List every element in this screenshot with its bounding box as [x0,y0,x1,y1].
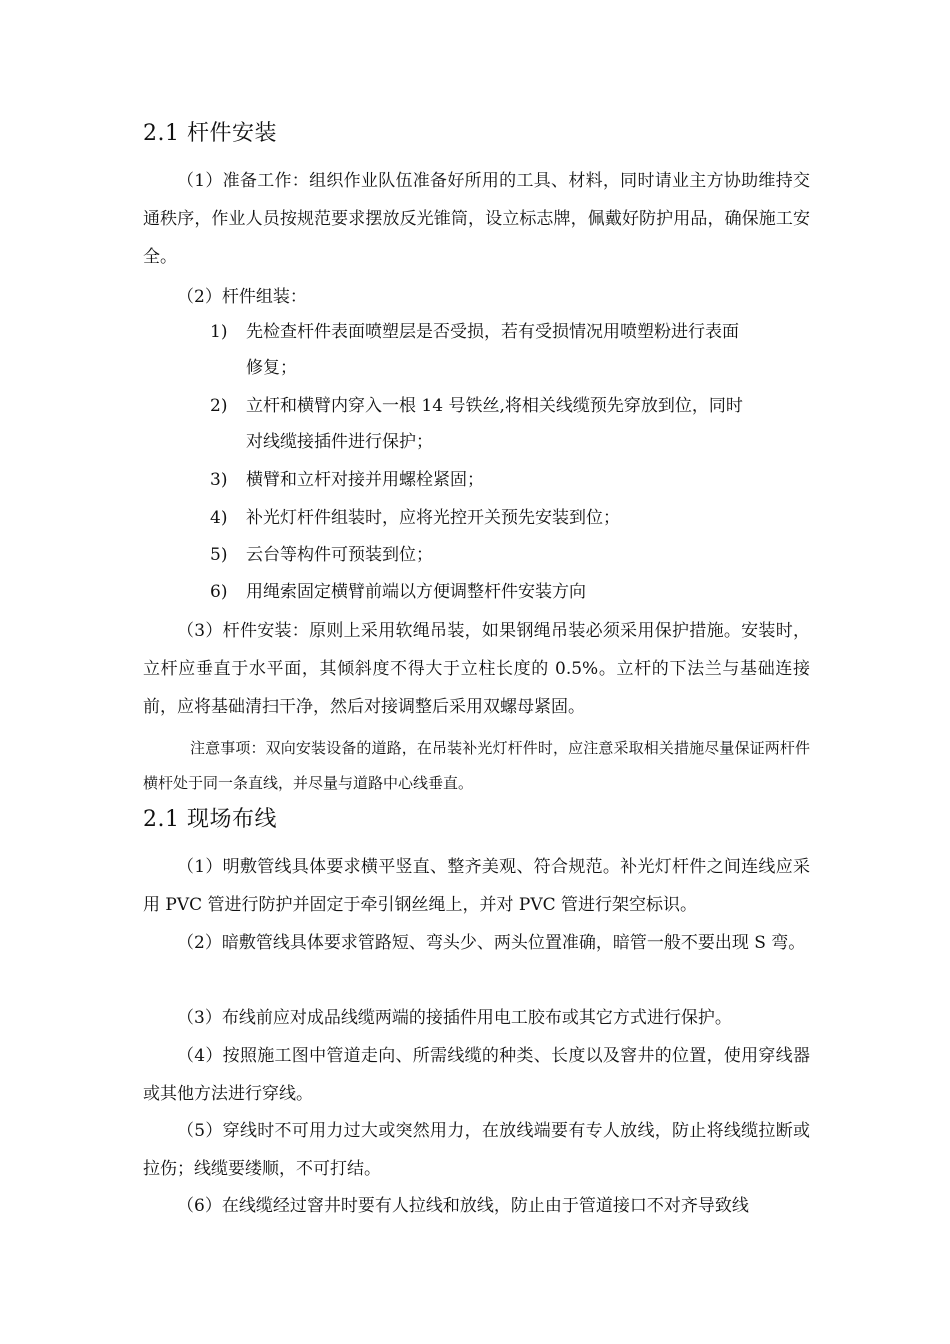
list-item-text: 云台等构件可预装到位； [246,545,433,565]
list-item-text: 立杆和横臂内穿入一根 14 号铁丝,将相关线缆预先穿放到位，同时 [246,396,743,416]
paragraph-wiring-1: （1）明敷管线具体要求横平竖直、整齐美观、符合规范。补光灯杆件之间连线应采用 PVC 管进行防护并固定于牵引钢丝绳上，并对 PVC 管进行架空标识。 [143,857,810,915]
paragraph-wiring-4: （4）按照施工图中管道走向、所需线缆的种类、长度以及窨井的位置，使用穿线器或其他方法进行穿线。 [143,1046,810,1104]
list-item-number: 2) [210,396,228,416]
list-item [210,574,810,610]
list-item-number: 4) [210,508,228,528]
paragraph-wiring-6: （6）在线缆经过窨井时要有人拉线和放线，防止由于管道接口不对齐导致线 [177,1196,749,1216]
paragraph-pole-hoisting: （3）杆件安装：原则上采用软绳吊装，如果钢绳吊装必须采用保护措施。安装时，立杆应垂直于水平面，其倾斜度不得大于立柱长度的 0.5%。立杆的下法兰与基础连接前，应将基础清扫干净，然后对接调整后采用双螺母紧固。 [143,621,810,717]
paragraph-wiring-2: （2）暗敷管线具体要求管路短、弯头少、两头位置准确，暗管一般不要出现 S 弯。 [177,933,806,953]
list-item-number: 1) [210,322,228,342]
note-paragraph: 注意事项：双向安装设备的道路，在吊装补光灯杆件时，应注意采取相关措施尽量保证两杆件横杆处于同一条直线，并尽量与道路中心线垂直。 [143,739,810,792]
section-heading-pole-installation: 2.1 杆件安装 [143,121,277,146]
list-item [210,537,810,573]
list-item-text: 补光灯杆件组装时，应将光控开关预先安装到位； [246,508,620,528]
list-item-continuation: 对线缆接插件进行保护； [246,432,433,452]
list-item-text: 用绳索固定横臂前端以方便调整杆件安装方向 [246,582,586,602]
list-item-continuation: 修复； [246,358,297,378]
section-heading-wiring: 2.1 现场布线 [143,807,277,832]
paragraph-preparation: （1）准备工作：组织作业队伍准备好所用的工具、材料，同时请业主方协助维持交通秩序，作业人员按规范要求摆放反光锥筒，设立标志牌，佩戴好防护用品，确保施工安全。 [143,171,810,267]
list-item-text: 横臂和立杆对接并用螺栓紧固； [246,470,484,490]
paragraph-wiring-3: （3）布线前应对成品线缆两端的接插件用电工胶布或其它方式进行保护。 [177,1008,732,1028]
list-item-number: 5) [210,545,228,565]
paragraph-wiring-5: （5）穿线时不可用力过大或突然用力，在放线端要有专人放线，防止将线缆拉断或拉伤；线缆要缕顺，不可打结。 [143,1121,810,1179]
list-item [210,388,810,460]
list-item [210,314,810,386]
list-item [210,500,810,536]
paragraph-assembly-title: （2）杆件组装： [177,287,307,307]
list-item-number: 3) [210,470,228,490]
list-item-number: 6) [210,582,228,602]
list-item [210,462,810,498]
list-item-text: 先检查杆件表面喷塑层是否受损，若有受损情况用喷塑粉进行表面 [246,322,739,342]
